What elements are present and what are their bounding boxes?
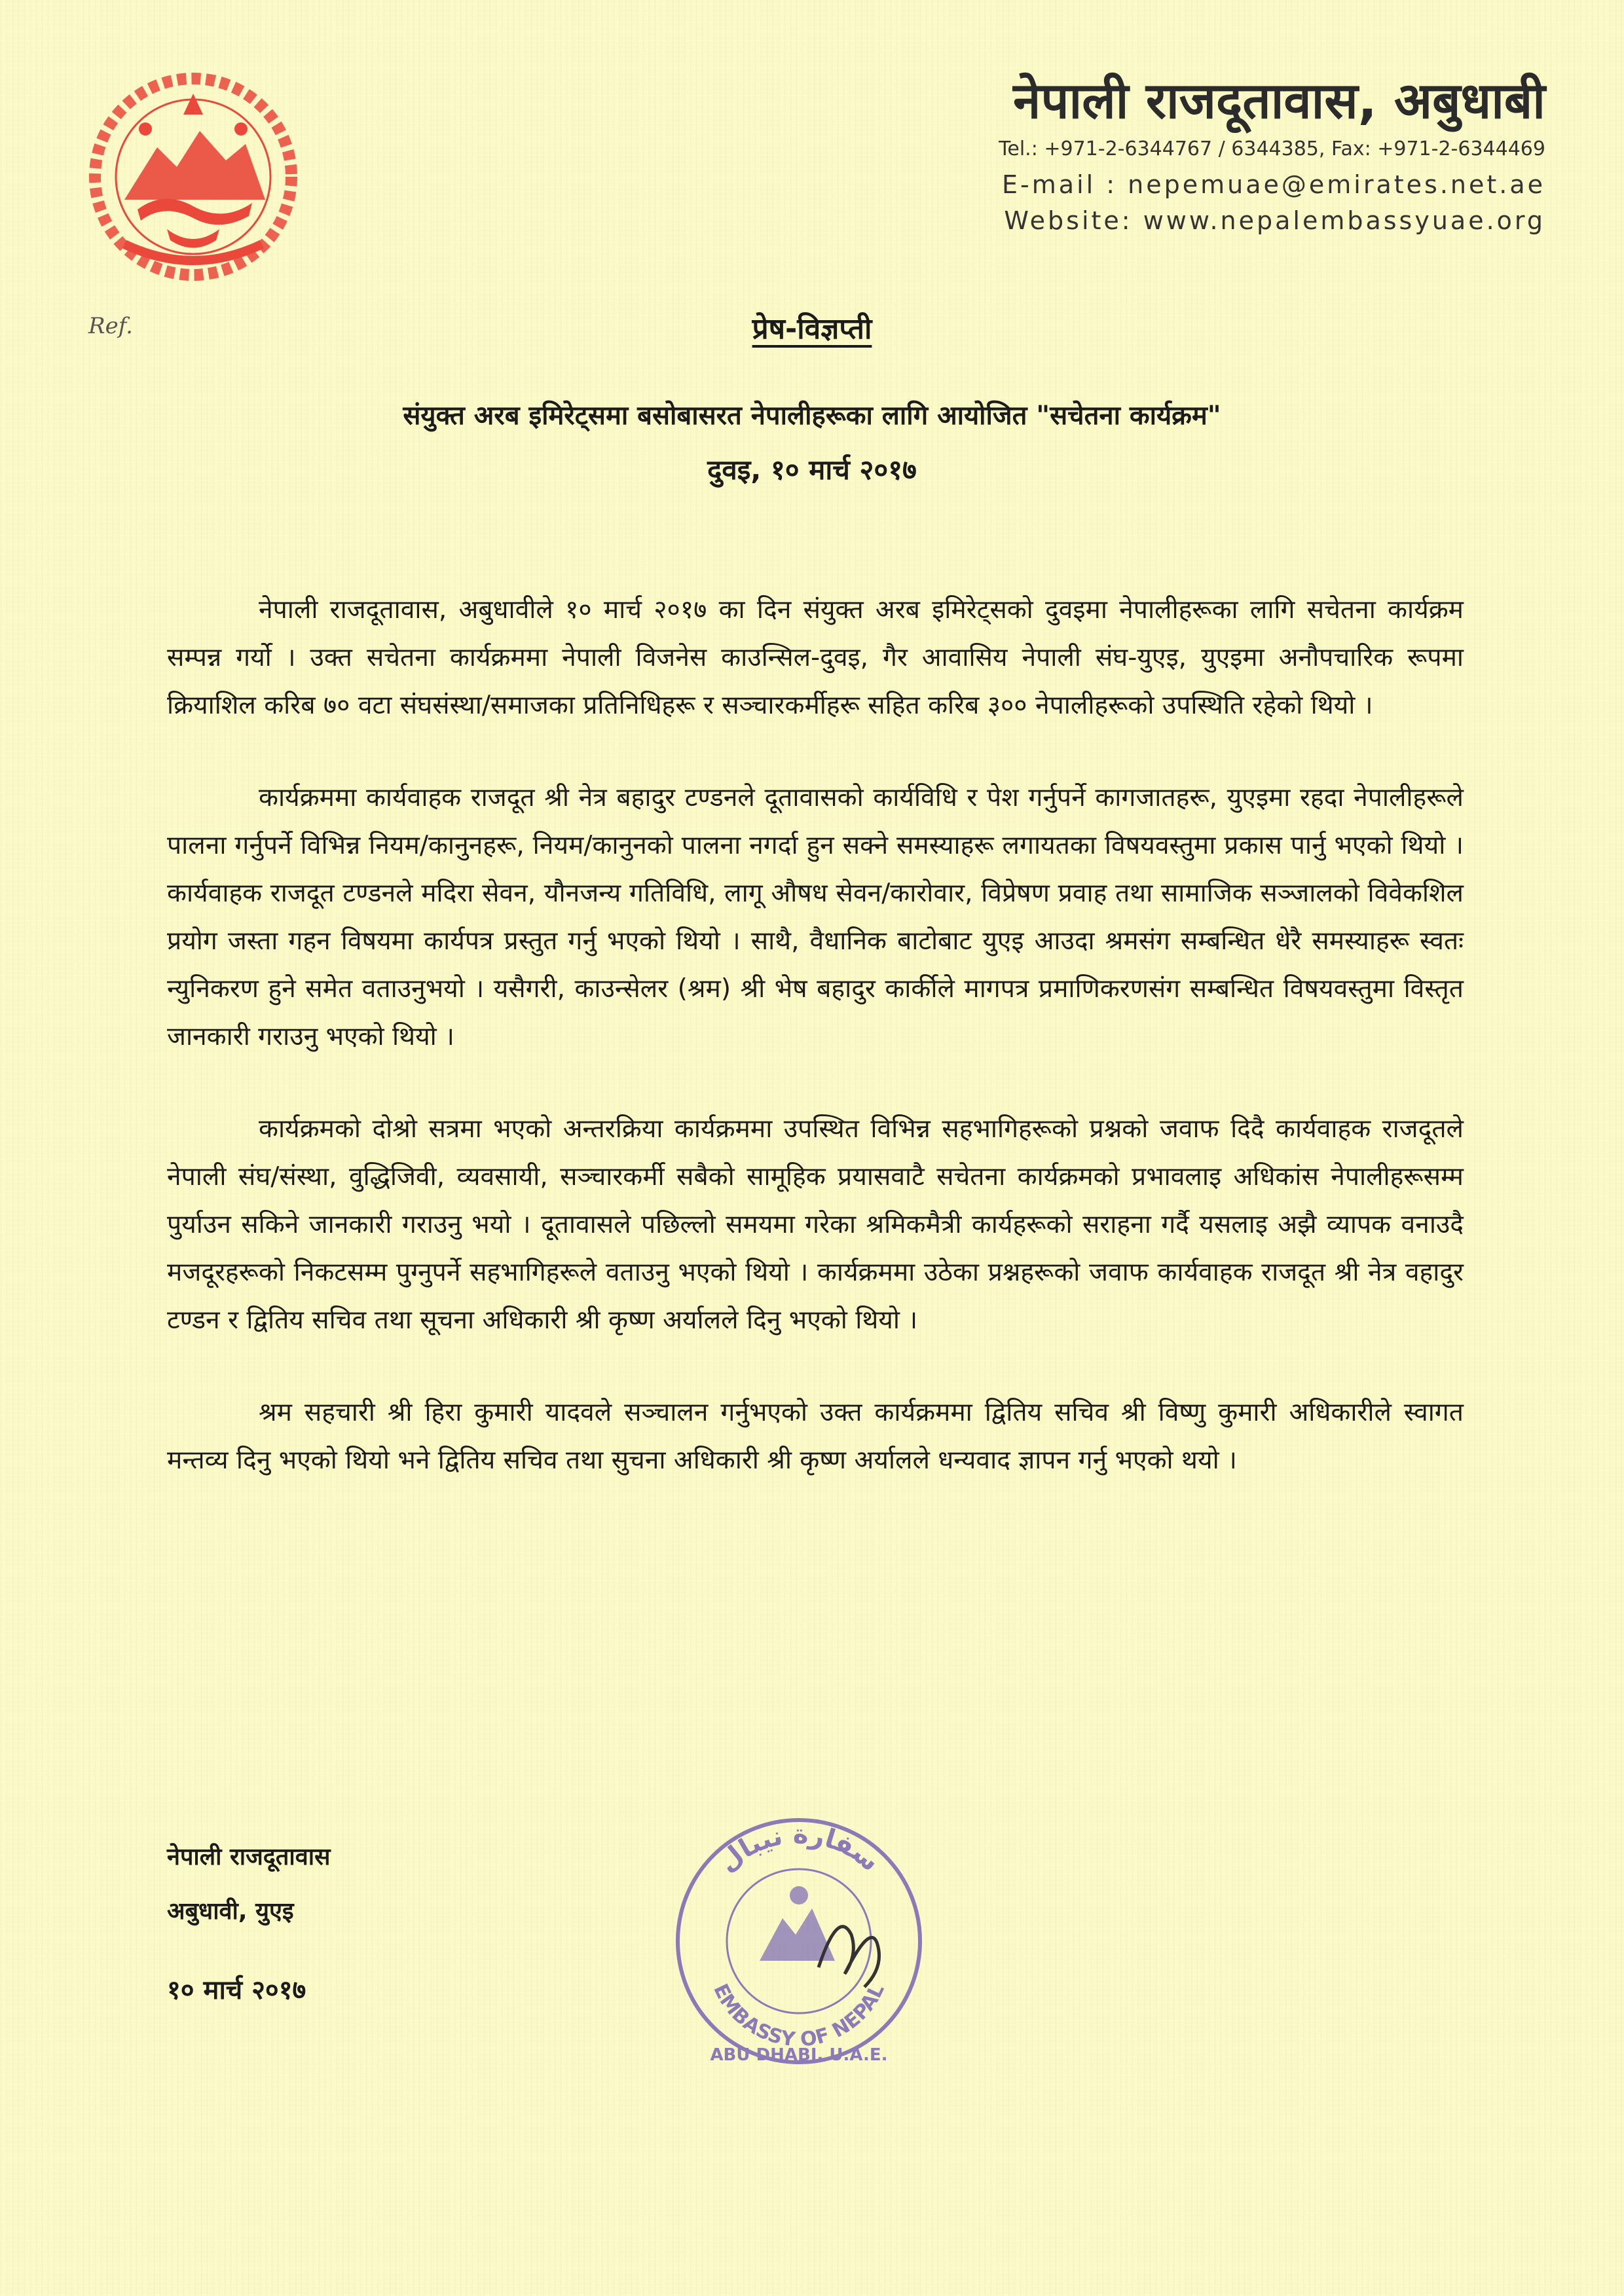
signature-org: नेपाली राजदूतावास: [167, 1844, 331, 1870]
email-address: E-mail : nepemuae@emirates.net.ae: [1002, 170, 1545, 199]
ref-label: Ref.: [88, 313, 133, 339]
press-release-title: प्रेष-विज्ञप्ती: [752, 312, 872, 346]
press-release-date: दुवइ, १० मार्च २०१७: [707, 454, 917, 486]
seal-text-english: EMBASSY OF NEPAL: [709, 1980, 889, 2052]
nepal-emblem-icon: [85, 69, 301, 285]
embassy-seal-icon: [661, 1804, 936, 2079]
embassy-name: नेपाली राजदूतावास, अबुधाबी: [1013, 71, 1545, 130]
body-paragraph: कार्यक्रममा कार्यवाहक राजदूत श्री नेत्र बहादुर टण्डनले दूतावासको कार्यविधि र पेश गर्नुपर्ने कागजातहरू, युएइमा रहदा नेपालीहरूले पालना गर्नुपर्ने विभिन्न नियम/कानुनहरू, नियम/कानुनको पालना नगर्दा हुन सक्ने समस्याहरू लगायतका विषयवस्तुमा प्रकास पार्नु भएको थियो । कार्यवाहक राजदूत टण्डनले मदिरा सेवन, यौनजन्य गतिविधि, लागू औषध सेवन/कारोवार, विप्रेषण प्रवाह तथा सामाजिक सञ्जालको विवेकशिल प्रयोग जस्ता गहन विषयमा कार्यपत्र प्रस्तुत गर्नु भएको थियो । साथै, वैधानिक बाटोबाट युएइ आउदा श्रमसंग सम्बन्धित धेरै समस्याहरू स्वतः न्युनिकरण हुने समेत वताउनुभयो । यसैगरी, काउन्सेलर (श्रम) श्री भेष बहादुर कार्कीले मागपत्र प्रमाणिकरणसंग सम्बन्धित विषयवस्तुमा विस्तृत जानकारी गराउनु भएको थियो ।: [167, 783, 1464, 1051]
body-paragraph: कार्यक्रमको दोश्रो सत्रमा भएको अन्तरक्रिया कार्यक्रममा उपस्थित विभिन्न सहभागिहरूको प्रश्नको जवाफ दिदै कार्यवाहक राजदूतले नेपाली संघ/संस्था, वुद्धिजिवी, व्यवसायी, सञ्चारकर्मी सबैको सामूहिक प्रयासवाटै सचेतना कार्यक्रमको प्रभावलाइ अधिकांस नेपालीहरूसम्म पुर्याउन सकिने जानकारी गराउनु भयो । दूतावासले पछिल्लो समयमा गरेका श्रमिकमैत्री कार्यहरूको सराहना गर्दै यसलाइ अझै व्यापक वनाउदै मजदूरहरूको निकटसम्म पुग्नुपर्ने सहभागिहरूले वताउनु भएको थियो । कार्यक्रममा उठेका प्रश्नहरूको जवाफ कार्यवाहक राजदूत श्री नेत्र वहादुर टण्डन र द्वितिय सचिव तथा सूचना अधिकारी श्री कृष्ण अर्यालले दिनु भएको थियो ।: [167, 1114, 1464, 1335]
seal-text-location: ABU DHABI, U.A.E.: [710, 2045, 888, 2065]
seal-text-arabic: سفارة نيبال: [712, 1819, 885, 1878]
press-release-subtitle: संयुक्त अरब इमिरेट्समा बसोबासरत नेपालीहरूका लागि आयोजित "सचेतना कार्यक्रम": [403, 401, 1221, 431]
svg-text:EMBASSY OF NEPAL: [709, 1980, 889, 2052]
body-paragraph: श्रम सहचारी श्री हिरा कुमारी यादवले सञ्चालन गर्नुभएको उक्त कार्यक्रममा द्वितिय सचिव श्री विष्णु कुमारी अधिकारीले स्वागत मन्तव्य दिनु भएको थियो भने द्वितिय सचिव तथा सुचना अधिकारी श्री कृष्ण अर्यालले धन्यवाद ज्ञापन गर्नु भएको थयो ।: [167, 1398, 1464, 1475]
website-address: Website: www.nepalembassyuae.org: [1004, 206, 1545, 235]
signature-location: अबुधावी, युएइ: [167, 1898, 294, 1925]
signature-date: १० मार्च २०१७: [167, 1975, 306, 2005]
telephone-fax: Tel.: +971-2-6344767 / 6344385, Fax: +971-2-6344469: [999, 137, 1545, 160]
press-release-body: [167, 586, 1464, 1529]
body-paragraph: नेपाली राजदूतावास, अबुधावीले १० मार्च २०१७ का दिन संयुक्त अरब इमिरेट्सको दुवइमा नेपालीहरूका लागि सचेतना कार्यक्रम सम्पन्न गर्यो । उक्त सचेतना कार्यक्रममा नेपाली विजनेस काउन्सिल-दुवइ, गैर आवासिय नेपाली संघ-युएइ, युएइमा अनौपचारिक रूपमा क्रियाशिल करिब ७० वटा संघसंस्था/समाजका प्रतिनिधिहरू र सञ्चारकर्मीहरू सहित करिब ३०० नेपालीहरूको उपस्थिति रहेको थियो ।: [167, 595, 1464, 720]
